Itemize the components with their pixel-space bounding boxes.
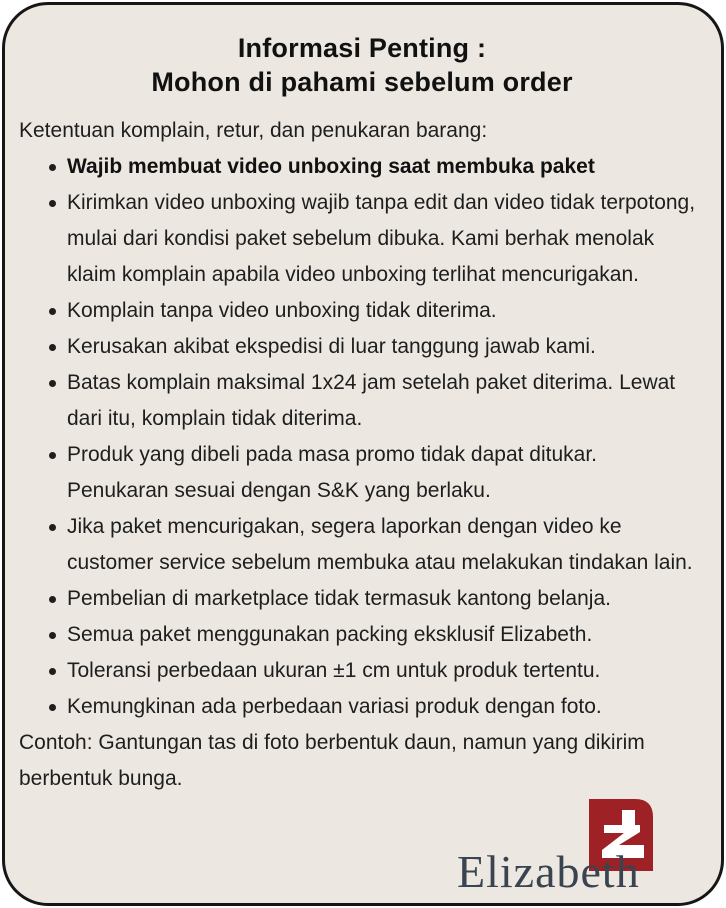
rule-item: Produk yang dibeli pada masa promo tidak dapat ditukar. Penukaran sesuai dengan S&K yang berlaku. — [67, 437, 701, 509]
rule-item: Kerusakan akibat ekspedisi di luar tanggung jawab kami. — [67, 329, 701, 365]
rule-item: Toleransi perbedaan ukuran ±1 cm untuk produk tertentu. — [67, 653, 701, 689]
page-title — [19, 31, 705, 99]
outro-example-text: Contoh: Gantungan tas di foto berbentuk daun, namun yang dikirim berbentuk bunga. — [19, 731, 645, 790]
title-line-1: Informasi Penting : — [237, 33, 487, 63]
rule-item: Wajib membuat video unboxing saat membuka paket — [67, 149, 701, 185]
title-line-2: Mohon di pahami sebelum order — [151, 67, 573, 97]
brand-logo — [457, 799, 701, 897]
rule-item: Pembelian di marketplace tidak termasuk kantong belanja. — [67, 581, 701, 617]
notice-card — [2, 2, 724, 906]
rule-item: Semua paket menggunakan packing eksklusif Elizabeth. — [67, 617, 701, 653]
rule-item: Kemungkinan ada perbedaan variasi produk dengan foto. — [67, 689, 701, 725]
brand-wordmark: Elizabeth — [457, 846, 640, 897]
intro-text: Ketentuan komplain, retur, dan penukaran barang: — [19, 119, 488, 142]
rule-item: Batas komplain maksimal 1x24 jam setelah paket diterima. Lewat dari itu, komplain tidak diterima. — [67, 365, 701, 437]
rule-item: Komplain tanpa video unboxing tidak diterima. — [67, 293, 701, 329]
rule-item: Kirimkan video unboxing wajib tanpa edit dan video tidak terpotong, mulai dari kondisi paket sebelum dibuka. Kami berhak menolak klaim komplain apabila video unboxing terlihat mencurigakan. — [67, 185, 701, 293]
rules-list — [19, 149, 705, 725]
rule-item: Jika paket mencurigakan, segera laporkan dengan video ke customer service sebelum membuka atau melakukan tindakan lain. — [67, 509, 701, 581]
